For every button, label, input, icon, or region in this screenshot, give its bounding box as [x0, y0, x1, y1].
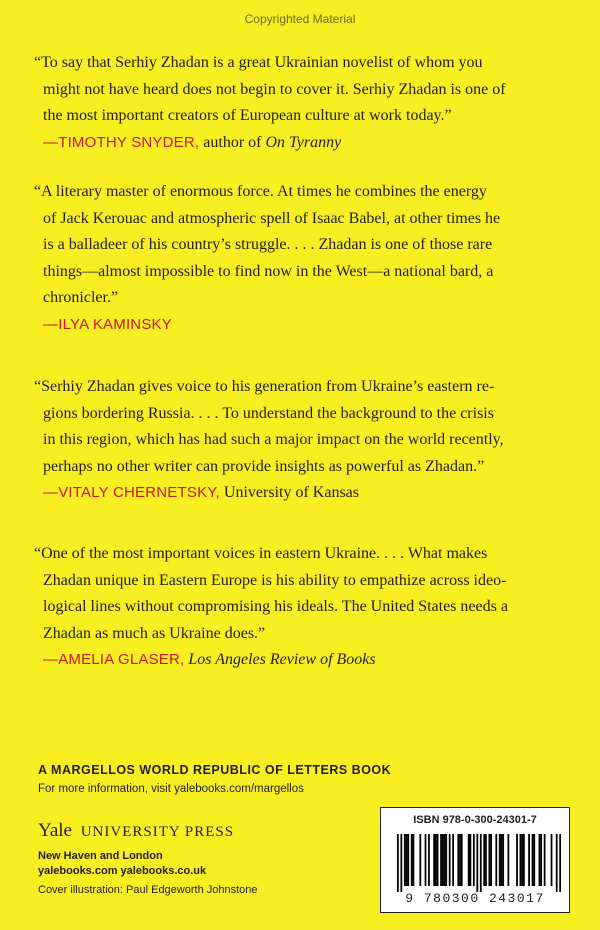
quote-line: gions bordering Russia. . . . To understand the background to the crisis: [43, 404, 494, 422]
barcode-bar: [520, 834, 522, 886]
barcode-bar: [407, 834, 409, 886]
barcode-bar: [404, 834, 406, 886]
attribution-name: —VITALY CHERNETSKY,: [43, 484, 220, 501]
attribution-publication: Los Angeles Review of Books: [188, 651, 376, 668]
barcode-bar: [544, 834, 546, 886]
copyright-watermark: Copyrighted Material: [244, 12, 356, 26]
barcode-bar: [516, 834, 518, 886]
publisher-cities: New Haven and London: [38, 850, 163, 862]
barcode-bar: [444, 834, 446, 886]
barcode-bar: [533, 834, 535, 886]
barcode-bars: [397, 834, 561, 892]
quote-chernetsky: [34, 374, 574, 507]
barcode-bar: [459, 834, 461, 886]
quote-kaminsky: [34, 179, 574, 338]
quote-line: Zhadan as much as Ukraine does.”: [43, 624, 266, 642]
barcode-bar: [490, 834, 492, 886]
more-info-text: For more information, visit yalebooks.com/margellos: [38, 783, 304, 795]
barcode-bar: [521, 834, 523, 886]
attribution-name: —TIMOTHY SNYDER,: [43, 133, 200, 151]
barcode-bar: [499, 834, 501, 886]
quote-line: things—almost impossible to find now in the West—a national bard, a: [43, 262, 494, 280]
barcode-bar: [449, 834, 451, 886]
barcode-bar: [507, 834, 509, 886]
barcode-bar: [406, 834, 408, 886]
barcode-bar: [433, 834, 435, 886]
quote-line: might not have heard does not begin to cover it. Serhiy Zhadan is one of: [43, 80, 506, 98]
barcode-bar: [551, 834, 553, 886]
barcode-bar: [419, 834, 421, 886]
quote-line: “To say that Serhiy Zhadan is a great Ukrainian novelist of whom you: [34, 54, 483, 71]
barcode-bar: [468, 834, 470, 886]
barcode-bar: [400, 834, 402, 892]
publisher-websites: yalebooks.com yalebooks.co.uk: [38, 865, 207, 877]
publisher-logo-press: UNIVERSITY PRESS: [80, 824, 235, 840]
barcode-bar: [442, 834, 444, 886]
quote-line: perhaps no other writer can provide insights as powerful as Zhadan.”: [43, 457, 485, 475]
quote-attribution: [34, 312, 574, 339]
barcode-bar: [540, 834, 542, 886]
barcode-bar: [556, 834, 558, 892]
quote-attribution: [34, 130, 574, 157]
barcode-bar: [532, 834, 534, 886]
barcode-bar: [485, 834, 487, 886]
barcode-bar: [502, 834, 504, 886]
barcode-bar: [435, 834, 437, 886]
quote-line: of Jack Kerouac and atmospheric spell of Isaac Babel, at other times he: [43, 209, 501, 227]
cover-illustration-credit: Cover illustration: Paul Edgeworth Johnstone: [38, 884, 258, 896]
barcode-bar: [428, 834, 430, 886]
attribution-name: —ILYA KAMINSKY: [43, 315, 172, 333]
quote-line: logical lines without compromising his ideals. The United States needs a: [43, 598, 508, 615]
quote-line: chronicler.”: [43, 289, 119, 306]
barcode-bar: [457, 834, 459, 886]
quote-snyder: [34, 50, 574, 156]
quote-attribution: [34, 480, 574, 507]
barcode-bar: [476, 834, 478, 892]
barcode-bar: [461, 834, 463, 886]
barcode-bar: [413, 834, 415, 886]
quote-line: “A literary master of enormous force. At times he combines the energy: [34, 183, 487, 200]
quote-line: “Serhiy Zhadan gives voice to his generation from Ukraine’s eastern re-: [34, 378, 495, 395]
barcode-bar: [495, 834, 497, 886]
attribution-name: —AMELIA GLASER,: [43, 651, 185, 668]
barcode-bar: [411, 834, 413, 886]
isbn-barcode: [380, 807, 570, 913]
barcode-bar: [440, 834, 442, 886]
barcode-bar: [480, 834, 482, 892]
quote-line: in this region, which has had such a major impact on the world recently,: [43, 431, 504, 448]
attribution-affiliation: author of: [203, 133, 262, 151]
barcode-bar: [528, 834, 530, 886]
isbn-label: ISBN 978-0-300-24301-7: [413, 814, 537, 826]
attribution-book-title: On Tyranny: [265, 133, 342, 151]
barcode-bar: [397, 834, 399, 892]
quote-line: Zhadan unique in Eastern Europe is his ability to empathize across ideo-: [43, 571, 507, 589]
quote-line: is a balladeer of his country’s struggle. . . . Zhadan is one of those rare: [43, 236, 493, 253]
barcode-bar: [559, 834, 561, 892]
publisher-logo-yale: Yale: [38, 820, 72, 841]
publisher-logo: [38, 820, 234, 842]
barcode-bar: [501, 834, 503, 886]
quote-attribution: [34, 647, 574, 674]
series-title: A MARGELLOS WORLD REPUBLIC OF LETTERS BOOK: [38, 763, 392, 777]
quote-line: the most important creators of European culture at work today.”: [43, 107, 452, 124]
barcode-bar: [539, 834, 541, 886]
barcode-bar: [452, 834, 454, 886]
barcode-bar: [445, 834, 447, 886]
quote-glaser: [34, 541, 574, 674]
barcode-bar: [425, 834, 427, 886]
barcode-bar: [523, 834, 525, 886]
attribution-affiliation: University of Kansas: [223, 484, 360, 501]
quote-line: “One of the most important voices in eastern Ukraine. . . . What makes: [34, 545, 488, 562]
barcode-bar: [473, 834, 475, 886]
barcode-bar: [488, 834, 490, 886]
barcode-bar: [470, 834, 472, 886]
barcode-digits: 9 780300 243017: [405, 891, 545, 906]
barcode-bar: [483, 834, 485, 886]
barcode-bar: [437, 834, 439, 886]
